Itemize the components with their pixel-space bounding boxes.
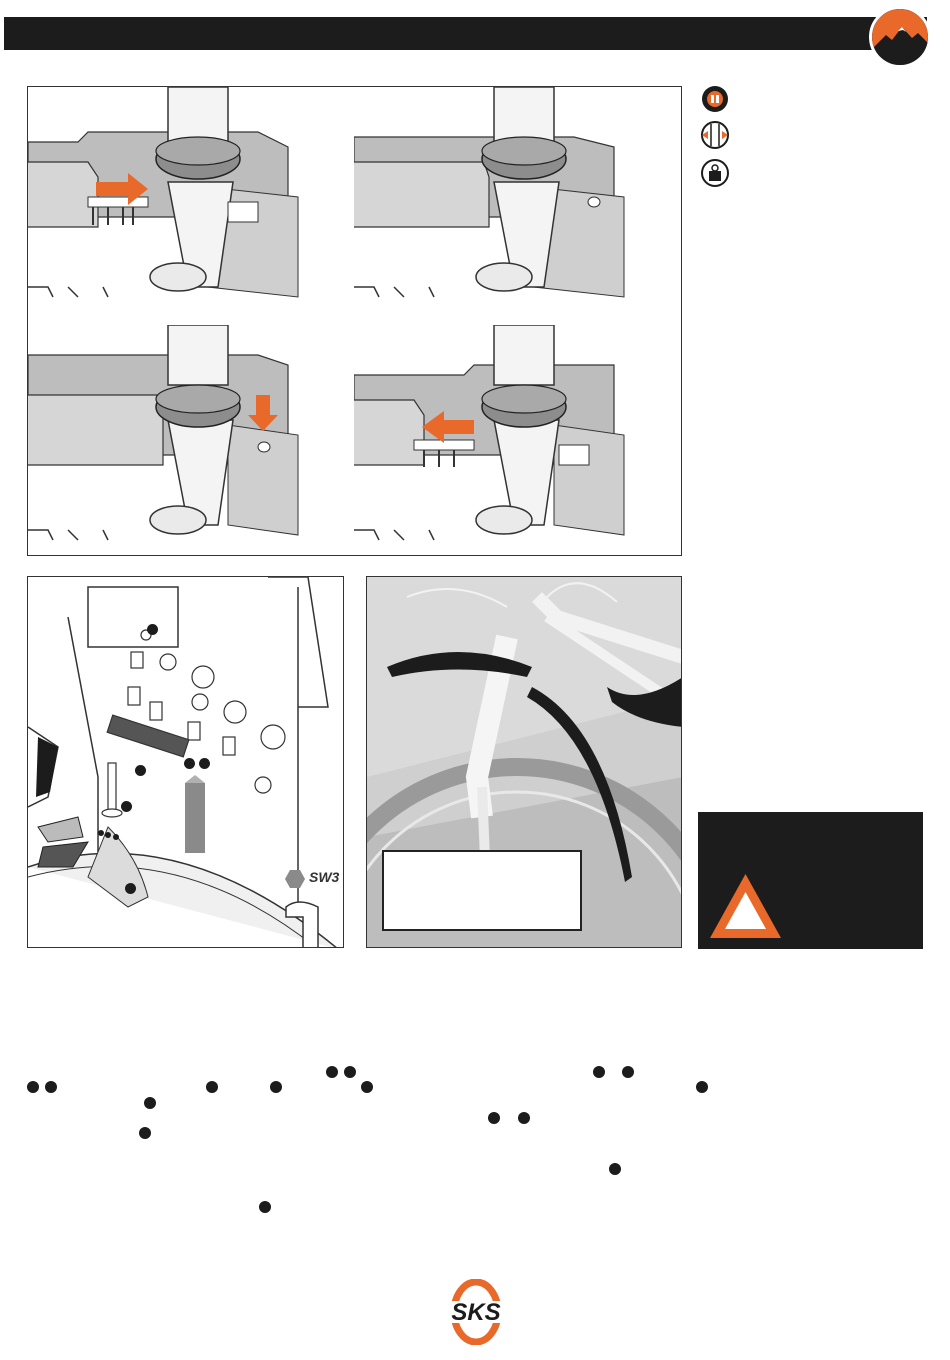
reference-dot <box>622 1066 634 1078</box>
reference-dot <box>326 1066 338 1078</box>
reference-dot <box>144 1097 156 1109</box>
step-4-illustration <box>354 325 680 556</box>
part-marker-dot <box>184 758 195 769</box>
tool-size-text: SW3 <box>309 869 340 885</box>
reference-dot <box>488 1112 500 1124</box>
header-bar <box>4 17 927 50</box>
reference-dot <box>609 1163 621 1175</box>
reference-dot <box>361 1081 373 1093</box>
reference-dot <box>259 1201 271 1213</box>
tool-size-label <box>285 869 339 885</box>
part-marker-dot <box>125 883 136 894</box>
step-1-illustration <box>28 87 354 319</box>
reference-dot <box>696 1081 708 1093</box>
sks-logo <box>436 1279 516 1345</box>
clamp-ring-icon <box>700 84 730 114</box>
warning-box <box>698 812 923 949</box>
exploded-parts-figure <box>27 576 344 948</box>
reference-dot <box>270 1081 282 1093</box>
reference-dot <box>344 1066 356 1078</box>
weight-icon <box>700 158 730 188</box>
reference-dot <box>27 1081 39 1093</box>
part-marker-dot <box>199 758 210 769</box>
step-2-illustration <box>354 87 680 319</box>
part-marker-dot <box>135 765 146 776</box>
width-adjust-icon <box>700 120 730 150</box>
hex-key-icon <box>285 870 305 888</box>
note-box <box>382 850 582 931</box>
part-marker-dot <box>121 801 132 812</box>
warning-triangle-icon <box>708 872 783 940</box>
reference-dot <box>45 1081 57 1093</box>
reference-dot <box>139 1127 151 1139</box>
reference-dot <box>518 1112 530 1124</box>
logo-text: SKS <box>451 1299 501 1326</box>
mountain-logo-icon <box>869 6 931 68</box>
reference-dot <box>593 1066 605 1078</box>
installation-steps-figure <box>27 86 682 556</box>
step-3-illustration <box>28 325 354 556</box>
part-marker-dot <box>147 624 158 635</box>
reference-dot <box>206 1081 218 1093</box>
